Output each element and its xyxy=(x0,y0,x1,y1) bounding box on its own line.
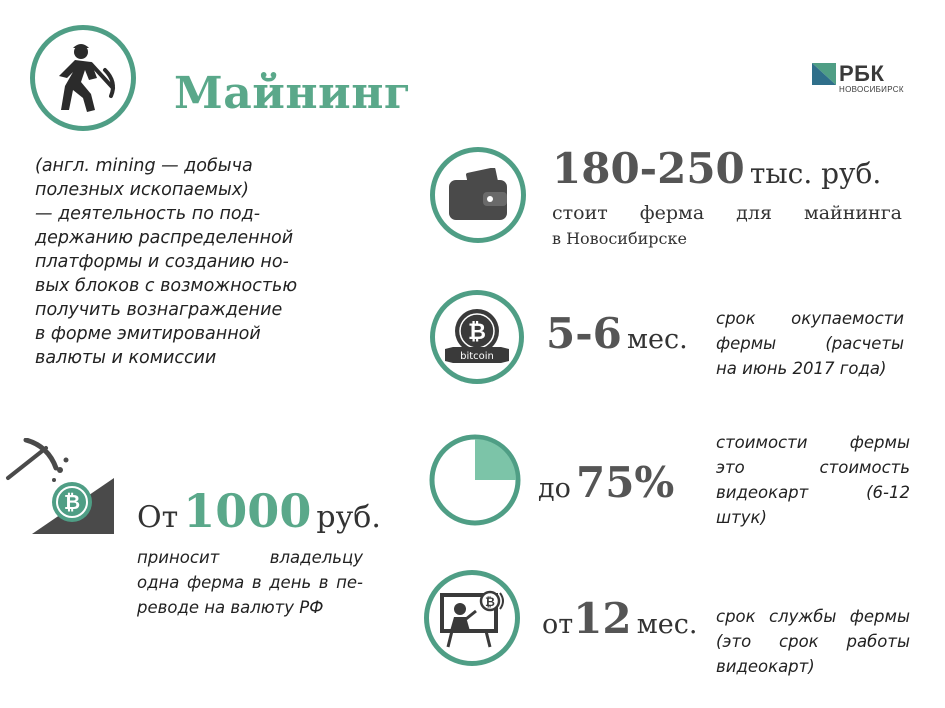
payback-value: 5-6 xyxy=(546,309,622,358)
pie-slice-highlight xyxy=(475,439,516,480)
payback-desc-line: фермы (расчеты xyxy=(716,334,904,353)
lifetime-description xyxy=(716,604,910,679)
definition-line: получить вознаграждение xyxy=(35,300,283,320)
payback-unit: мес. xyxy=(626,324,688,355)
bitcoin-ribbon-label: bitcoin xyxy=(460,351,494,362)
definition-line: валюты и комиссии xyxy=(35,348,217,368)
miner-icon xyxy=(43,38,123,118)
payback-description xyxy=(716,306,904,381)
payback-desc-line: на июнь 2017 года) xyxy=(716,359,887,378)
lifetime-unit: мес. xyxy=(636,609,698,640)
definition-line: держанию распределенной xyxy=(35,228,294,248)
income-description xyxy=(137,545,363,620)
income-prefix: От xyxy=(137,500,179,535)
lifetime-desc-line: срок службы фермы xyxy=(716,607,910,626)
wallet-icon xyxy=(445,168,511,222)
presentation-icon-circle xyxy=(424,570,520,666)
logo-sub-text: НОВОСИБИРСК xyxy=(839,85,904,94)
gpu-share-value: 75% xyxy=(575,458,675,507)
wallet-icon-circle xyxy=(430,147,526,243)
definition-line: платформы и созданию но- xyxy=(35,252,289,272)
rbc-logo-mark-icon xyxy=(812,63,836,85)
income-desc-line: реводе на валюту РФ xyxy=(137,598,324,617)
cost-desc-line: стоит ферма для майнинга xyxy=(552,202,902,224)
cost-description xyxy=(552,201,902,251)
miner-icon-circle xyxy=(30,25,136,131)
income-desc-line: одна ферма в день в пе- xyxy=(137,573,363,592)
bitcoin-icon-circle xyxy=(430,290,524,384)
page-title: Майнинг xyxy=(174,68,412,119)
lifetime-prefix: от xyxy=(542,609,574,640)
gpu-share-stat xyxy=(538,458,674,507)
payback-stat xyxy=(546,309,688,358)
gpu-share-desc-line: штук) xyxy=(716,508,767,527)
svg-text:₿: ₿ xyxy=(468,320,486,345)
lifetime-desc-line: (это срок работы xyxy=(716,632,910,651)
pickaxe-coin-icon xyxy=(4,438,126,534)
cost-unit: тыс. руб. xyxy=(749,157,882,190)
income-unit: руб. xyxy=(316,500,381,535)
definition-text xyxy=(35,154,325,370)
definition-line: вых блоков с возможностью xyxy=(35,276,298,296)
definition-line: в форме эмитированной xyxy=(35,324,261,344)
svg-text:₿: ₿ xyxy=(485,595,495,609)
definition-line: — деятельность по под- xyxy=(35,204,261,224)
rbc-logo xyxy=(812,63,917,99)
presentation-icon xyxy=(436,587,508,649)
definition-line: (англ. mining — добыча xyxy=(35,156,253,176)
gpu-share-prefix: до xyxy=(538,473,571,504)
lifetime-stat xyxy=(542,594,697,643)
logo-main-text: РБК xyxy=(839,61,885,86)
lifetime-desc-line: видеокарт) xyxy=(716,657,815,676)
gpu-share-desc-line: это стоимость xyxy=(716,458,910,477)
gpu-share-desc-line: стоимости фермы xyxy=(716,433,910,452)
income-stat xyxy=(137,484,381,538)
gpu-share-pie xyxy=(428,433,522,527)
gpu-share-desc-line: видеокарт (6-12 xyxy=(716,483,910,502)
gpu-share-description xyxy=(716,430,910,530)
definition-line: полезных ископаемых) xyxy=(35,180,249,200)
lifetime-value: 12 xyxy=(573,594,632,643)
payback-desc-line: срок окупаемости xyxy=(716,309,904,328)
cost-value: 180-250 xyxy=(552,144,745,193)
income-desc-line: приносит владельцу xyxy=(137,548,363,567)
svg-text:₿: ₿ xyxy=(63,490,81,514)
income-value: 1000 xyxy=(183,484,312,538)
bitcoin-icon xyxy=(441,307,513,367)
cost-stat xyxy=(552,144,881,193)
cost-desc-line: в Новосибирске xyxy=(552,229,687,248)
